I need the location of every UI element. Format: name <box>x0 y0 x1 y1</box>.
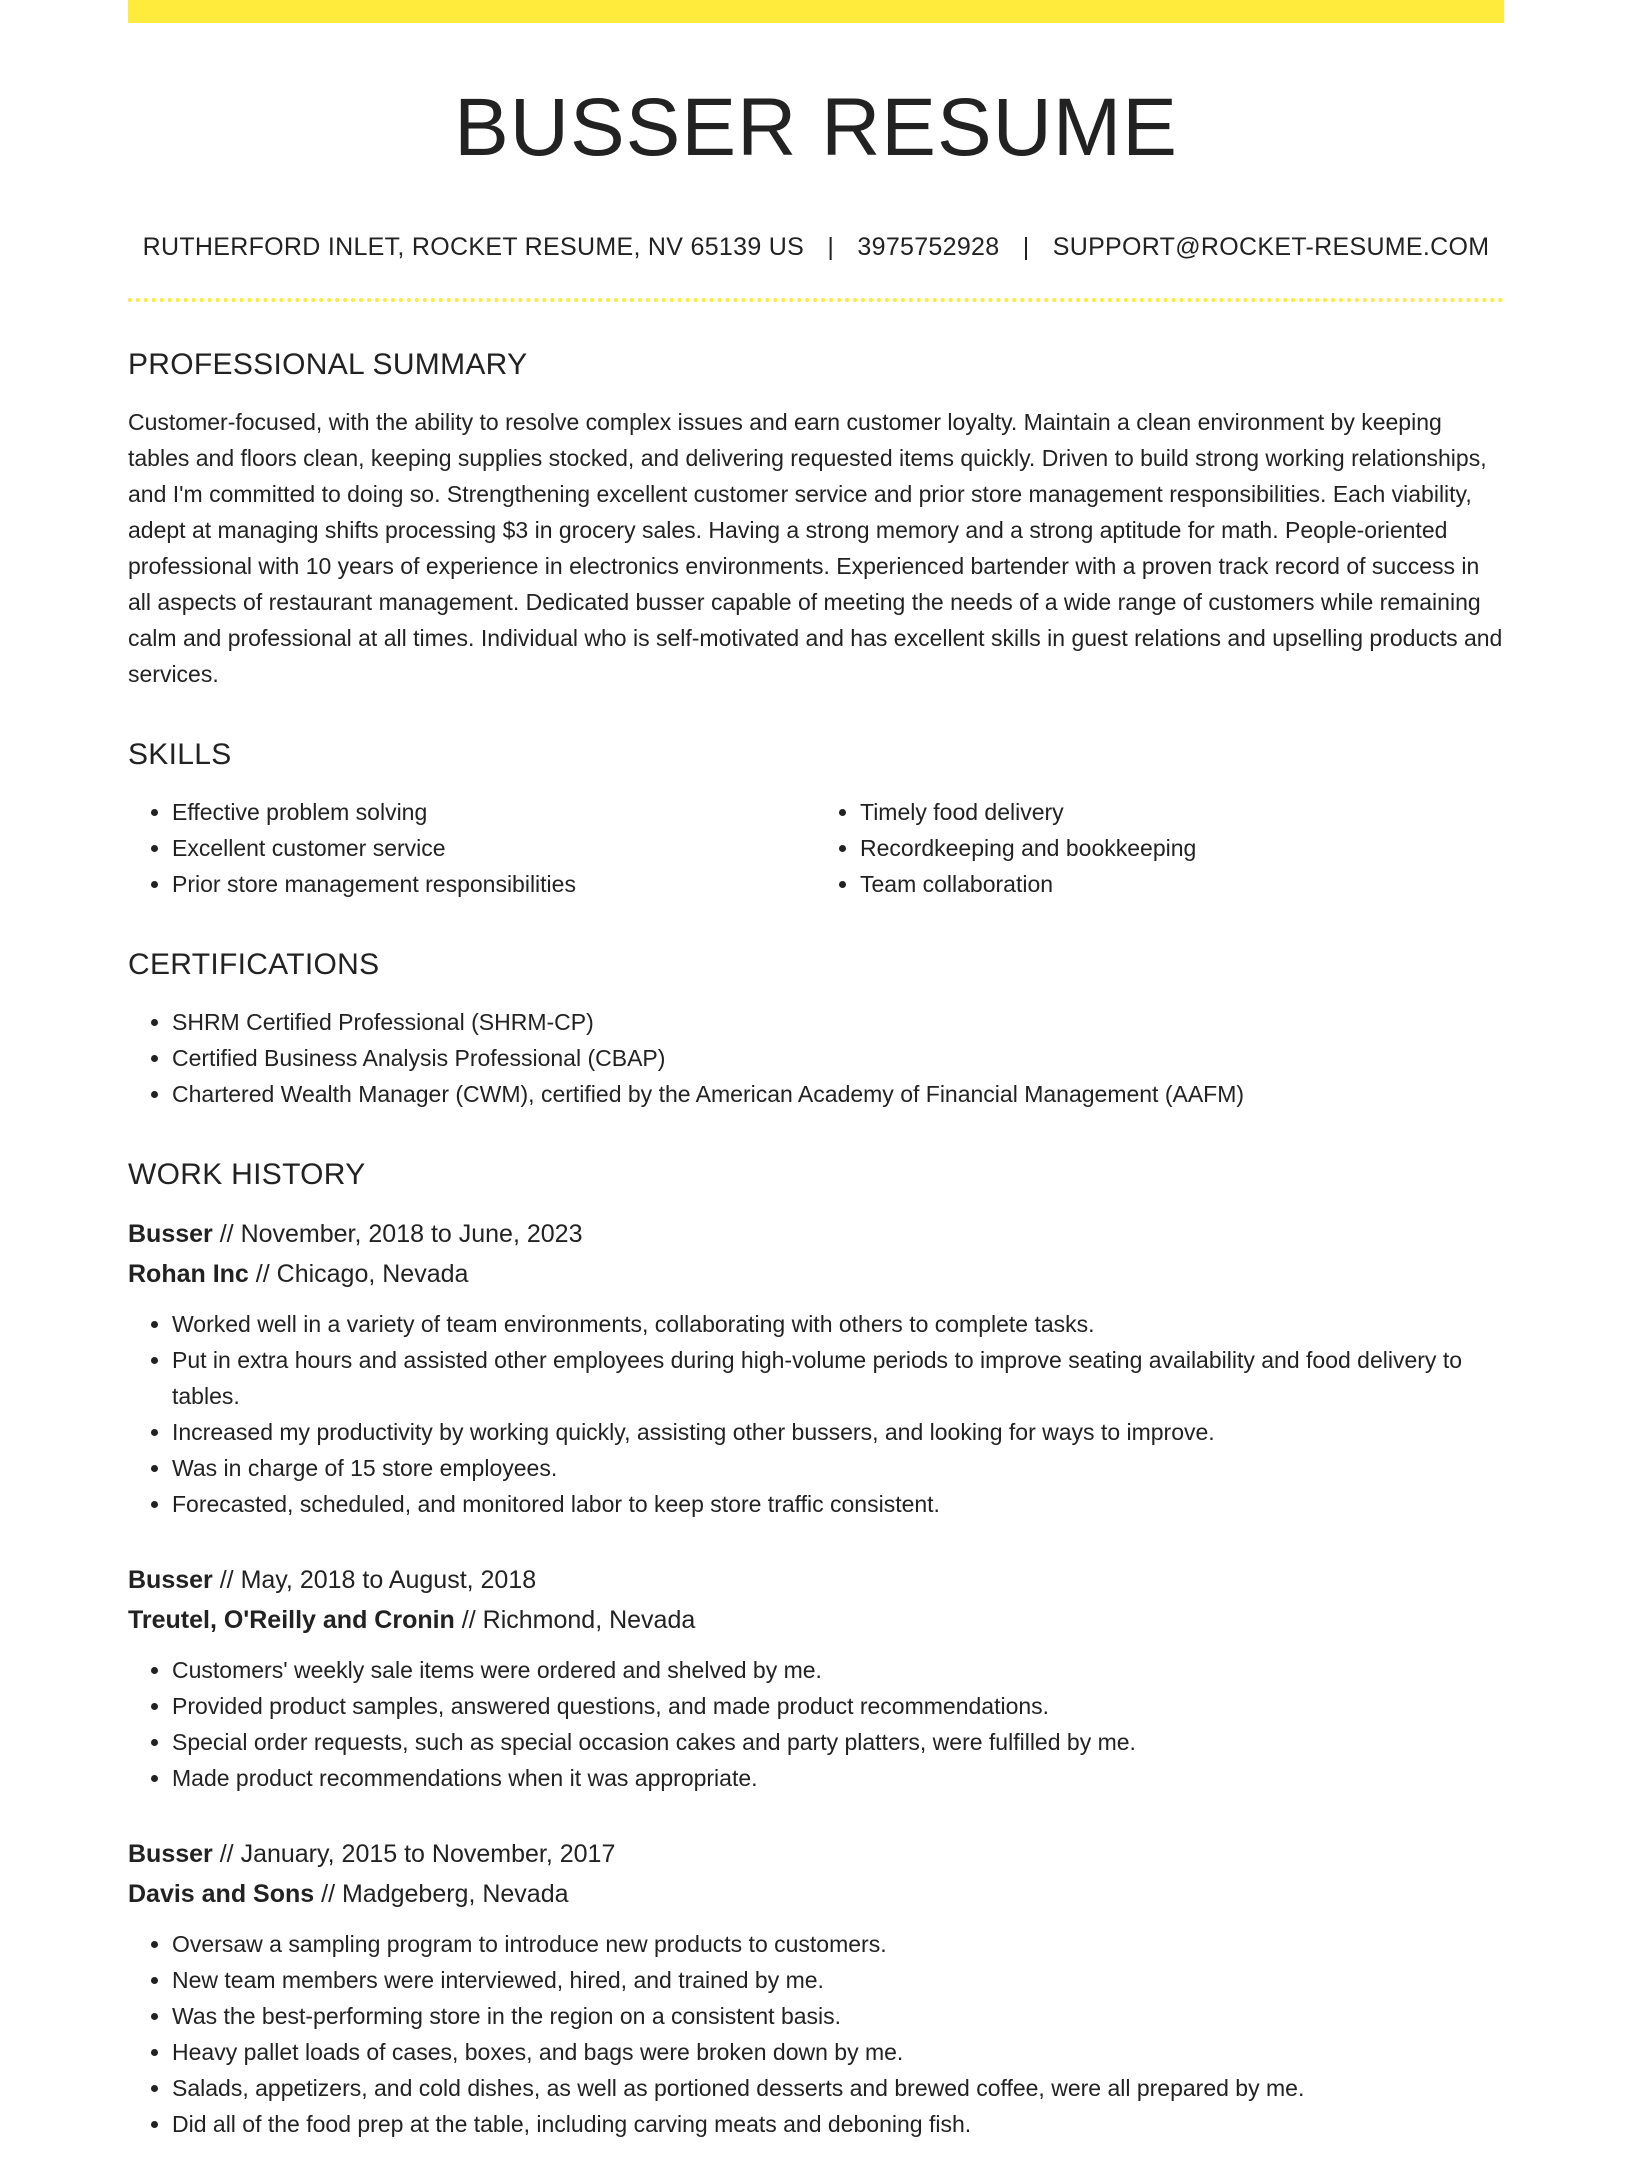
job-bullets <box>128 1306 1504 1522</box>
job-entry <box>128 1214 1504 1522</box>
work-history-section <box>128 1158 1504 2142</box>
certification-item: • Chartered Wealth Manager (CWM), certified by the American Academy of Financial Management (AAFM) <box>172 1076 1504 1112</box>
job-title-line <box>128 1834 1504 1874</box>
job-dates: November, 2018 to June, 2023 <box>240 1220 583 1249</box>
job-separator: // <box>212 1220 241 1249</box>
job-separator: // <box>454 1606 483 1635</box>
job-title-line <box>128 1560 1504 1600</box>
job-entry <box>128 1560 1504 1796</box>
skills-list-right <box>816 794 1504 902</box>
job-company-line <box>128 1600 1504 1640</box>
accent-bar <box>128 0 1504 23</box>
contact-info <box>128 233 1504 262</box>
page-title: BUSSER RESUME <box>454 82 1178 173</box>
certification-item: • SHRM Certified Professional (SHRM-CP) <box>172 1004 1504 1040</box>
summary-text: Customer-focused, with the ability to resolve complex issues and earn customer loyalty. Maintain a clean environment by keeping tables and floors clean, keeping supplies stocked, and delivering requested items quickly. Driven to build strong working relationships, and I'm committed to doing so. Strengthening excellent customer service and prior store management responsibilities. Each viability, adept at managing shifts processing $3 in grocery sales. Having a strong memory and a strong aptitude for math. People-oriented professional with 10 years of experience in electronics environments. Experienced bartender with a proven track record of success in all aspects of restaurant management. Dedicated busser capable of meeting the needs of a wide range of customers while remaining calm and professional at all times. Individual who is self-motivated and has excellent skills in guest relations and upselling products and services. <box>128 409 1503 688</box>
job-bullet: • Salads, appetizers, and cold dishes, as well as portioned desserts and brewed coffee, were all prepared by me. <box>172 2070 1504 2106</box>
job-bullet: • Heavy pallet loads of cases, boxes, and bags were broken down by me. <box>172 2034 1504 2070</box>
job-location: Madgeberg, Nevada <box>341 1880 569 1909</box>
job-bullet: • Was the best-performing store in the region on a consistent basis. <box>172 1998 1504 2034</box>
skill-item: • Timely food delivery <box>860 794 1504 830</box>
certification-item: • Certified Business Analysis Professional (CBAP) <box>172 1040 1504 1076</box>
job-company: Rohan Inc <box>128 1260 249 1289</box>
certifications-heading: CERTIFICATIONS <box>128 948 380 982</box>
job-bullets <box>128 1926 1504 2142</box>
job-bullet: • Did all of the food prep at the table, including carving meats and deboning fish. <box>172 2106 1504 2142</box>
job-bullet: • Worked well in a variety of team environments, collaborating with others to complete tasks. <box>172 1306 1504 1342</box>
contact-address: RUTHERFORD INLET, ROCKET RESUME, NV 65139 US <box>142 233 805 262</box>
job-bullet: • Increased my productivity by working quickly, assisting other bussers, and looking for ways to improve. <box>172 1414 1504 1450</box>
job-dates: May, 2018 to August, 2018 <box>240 1566 537 1595</box>
job-separator: // <box>212 1840 241 1869</box>
resume-page <box>128 0 1504 2180</box>
job-company-line <box>128 1254 1504 1294</box>
skill-item: • Recordkeeping and bookkeeping <box>860 830 1504 866</box>
skill-item: • Team collaboration <box>860 866 1504 902</box>
job-title: Busser <box>128 1566 213 1595</box>
dotted-divider <box>128 298 1504 302</box>
job-bullet: • Made product recommendations when it was appropriate. <box>172 1760 1504 1796</box>
certifications-section <box>128 948 1504 1112</box>
skill-item: • Excellent customer service <box>172 830 816 866</box>
skill-item: • Effective problem solving <box>172 794 816 830</box>
job-bullet: • Forecasted, scheduled, and monitored labor to keep store traffic consistent. <box>172 1486 1504 1522</box>
skills-heading: SKILLS <box>128 738 232 772</box>
job-company: Davis and Sons <box>128 1880 315 1909</box>
certifications-list <box>128 1004 1504 1112</box>
skill-item: • Prior store management responsibilities <box>172 866 816 902</box>
skills-section <box>128 738 1504 902</box>
job-bullet: • Customers' weekly sale items were ordered and shelved by me. <box>172 1652 1504 1688</box>
job-bullet: • Put in extra hours and assisted other employees during high-volume periods to improve seating availability and food delivery to tables. <box>172 1342 1504 1414</box>
contact-separator: | <box>1022 233 1030 262</box>
job-separator: // <box>314 1880 342 1909</box>
job-entry <box>128 1834 1504 2142</box>
summary-section <box>128 348 1504 692</box>
contact-separator: | <box>827 233 835 262</box>
job-company-line <box>128 1874 1504 1914</box>
job-bullet: • New team members were interviewed, hired, and trained by me. <box>172 1962 1504 1998</box>
summary-heading: PROFESSIONAL SUMMARY <box>128 348 528 382</box>
job-bullet: • Oversaw a sampling program to introduce new products to customers. <box>172 1926 1504 1962</box>
job-bullets <box>128 1652 1504 1796</box>
skills-list-left <box>128 794 816 902</box>
job-title: Busser <box>128 1220 213 1249</box>
contact-phone: 3975752928 <box>857 233 1000 262</box>
job-bullet: • Special order requests, such as special occasion cakes and party platters, were fulfilled by me. <box>172 1724 1504 1760</box>
job-dates: January, 2015 to November, 2017 <box>240 1840 616 1869</box>
skills-columns <box>128 794 1504 902</box>
job-bullet: • Was in charge of 15 store employees. <box>172 1450 1504 1486</box>
job-title: Busser <box>128 1840 213 1869</box>
job-separator: // <box>248 1260 277 1289</box>
job-location: Richmond, Nevada <box>482 1606 696 1635</box>
job-location: Chicago, Nevada <box>276 1260 469 1289</box>
job-title-line <box>128 1214 1504 1254</box>
contact-email: SUPPORT@ROCKET-RESUME.COM <box>1052 233 1490 262</box>
work-history-heading: WORK HISTORY <box>128 1158 366 1192</box>
job-separator: // <box>212 1566 241 1595</box>
job-bullet: • Provided product samples, answered questions, and made product recommendations. <box>172 1688 1504 1724</box>
job-company: Treutel, O'Reilly and Cronin <box>128 1606 455 1635</box>
